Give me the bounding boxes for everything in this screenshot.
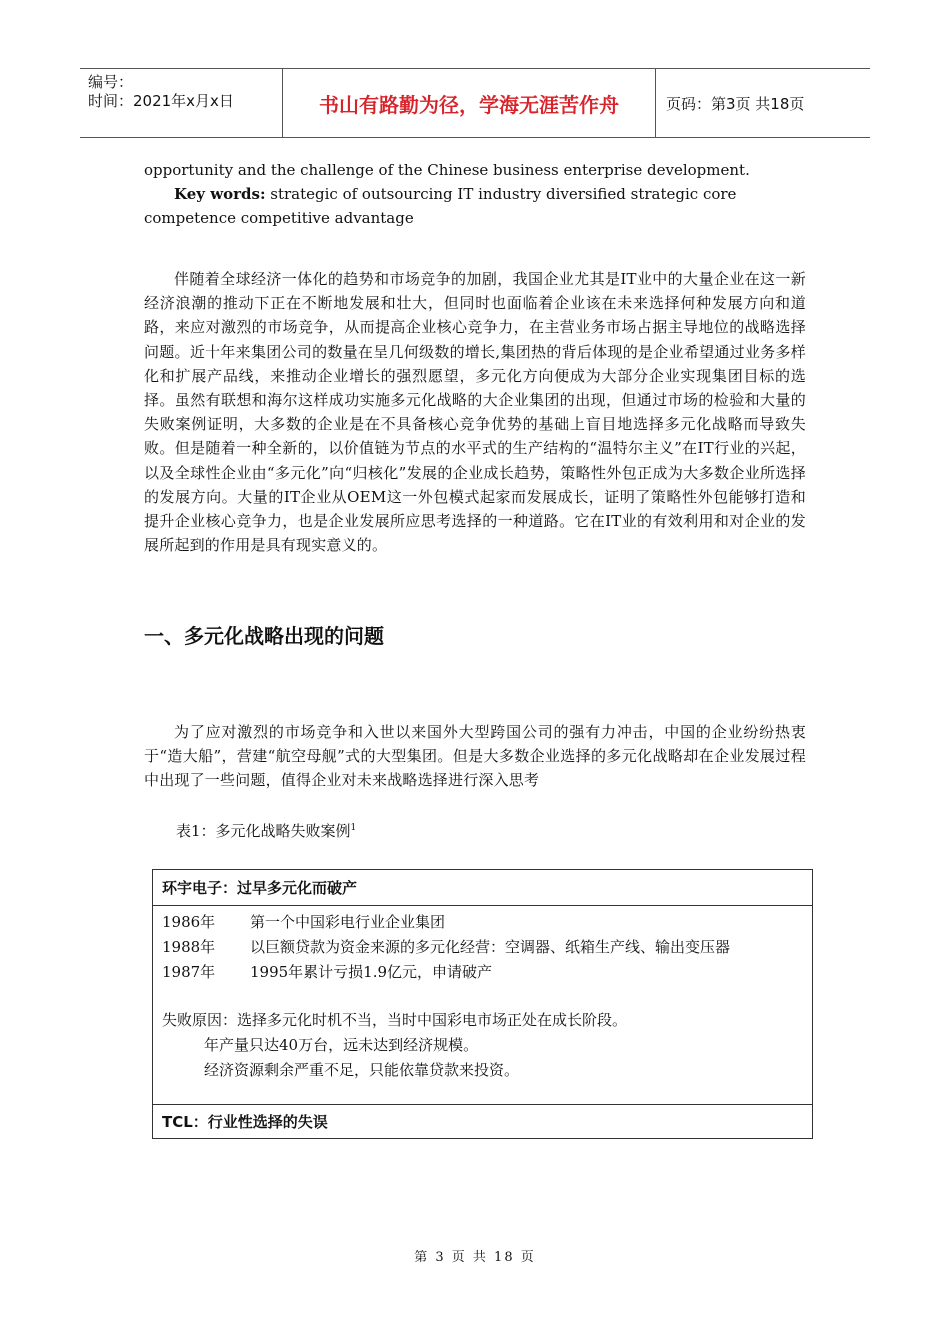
table-row	[162, 935, 812, 960]
table-row	[162, 910, 812, 935]
footnote-marker: 1	[350, 823, 357, 833]
row-event: 以巨额贷款为资金来源的多元化经营：空调器、纸箱生产线、输出变压器	[250, 938, 731, 956]
page-footer: 第 3 页 共 18 页	[414, 1250, 536, 1265]
table-row	[162, 960, 812, 985]
section-body	[144, 720, 806, 793]
document-number-label: 编号：	[88, 73, 134, 91]
section-heading: 一、多元化战略出现的问题	[144, 624, 384, 648]
row-year: 1987年	[162, 963, 216, 981]
case-details-huanyu	[153, 906, 812, 1105]
header-left-cell	[80, 69, 282, 137]
row-year: 1988年	[162, 938, 216, 956]
keywords-line	[144, 182, 806, 230]
failure-case-table	[152, 869, 813, 1139]
failure-reason-line: 年产量只达40万台，远未达到经济规模。	[204, 1036, 479, 1054]
case-title-tcl: TCL：行业性选择的失误	[162, 1113, 328, 1131]
header-page-info: 页码：第3页 共18页	[666, 94, 805, 113]
failure-reason-line: 经济资源剩余严重不足，只能依靠贷款来投资。	[204, 1061, 520, 1079]
abstract-section	[144, 158, 806, 557]
header-table	[80, 68, 870, 138]
intro-paragraph: 伴随着全球经济一体化的趋势和市场竞争的加剧，我国企业尤其是IT业中的大量企业在这一新经济浪潮的推动下正在不断地发展和壮大，但同时也面临着企业该在未来选择何种发展方向和道路，来应对激烈的市场竞争，从而提高企业核心竞争力，在主营业务市场占据主导地位的战略选择问题。近十年来集团公司的数量在呈几何级数的增长,集团热的背后体现的是企业希望通过业务多样化和扩展产品线，来推动企业增长的强烈愿望，多元化方向便成为大部分企业实现集团目标的选择。虽然有联想和海尔这样成功实施多元化战略的大企业集团的出现，但通过市场的检验和大量的失败案例证明，大多数的企业是在不具备核心竞争优势的基础上盲目地选择多元化战略而导致失败。但是随着一种全新的，以价值链为节点的水平式的生产结构的“温特尔主义”在IT行业的兴起，以及全球性企业由“多元化”向“归核化”发展的企业成长趋势，策略性外包正成为大多数企业所选择的发展方向。大量的IT企业从OEM这一外包模式起家而发展成长，证明了策略性外包能够打造和提升企业核心竞争力，也是企业发展所应思考选择的一种道路。它在IT业的有效利用和对企业的发展所起到的作用是具有现实意义的。	[144, 270, 806, 555]
abstract-tail: opportunity and the challenge of the Chinese business enterprise development.	[144, 161, 750, 179]
failure-reason: 失败原因：选择多元化时机不当，当时中国彩电市场正处在成长阶段。	[162, 1011, 628, 1029]
keywords-label: Key words:	[174, 185, 266, 203]
document-date: 时间：2021年x月x日	[88, 92, 234, 110]
header-motto: 书山有路勤为径，学海无涯苦作舟	[282, 69, 656, 137]
row-event: 第一个中国彩电行业企业集团	[250, 913, 446, 931]
case-title-huanyu: 环宇电子：过早多元化而破产	[153, 870, 812, 906]
row-event: 1995年累计亏损1.9亿元，申请破产	[250, 963, 493, 981]
keywords-text: strategic of outsourcing IT industry diversified strategic core competence competitive advantage	[144, 185, 737, 227]
table-caption: 表1：多元化战略失败案例$^1$	[176, 822, 357, 840]
section-paragraph: 为了应对激烈的市场竞争和入世以来国外大型跨国公司的强有力冲击，中国的企业纷纷热衷于“造大船”，营建“航空母舰”式的大型集团。但是大多数企业选择的多元化战略却在企业发展过程中出现了一些问题，值得企业对未来战略选择进行深入思考	[144, 723, 806, 790]
row-year: 1986年	[162, 913, 216, 931]
